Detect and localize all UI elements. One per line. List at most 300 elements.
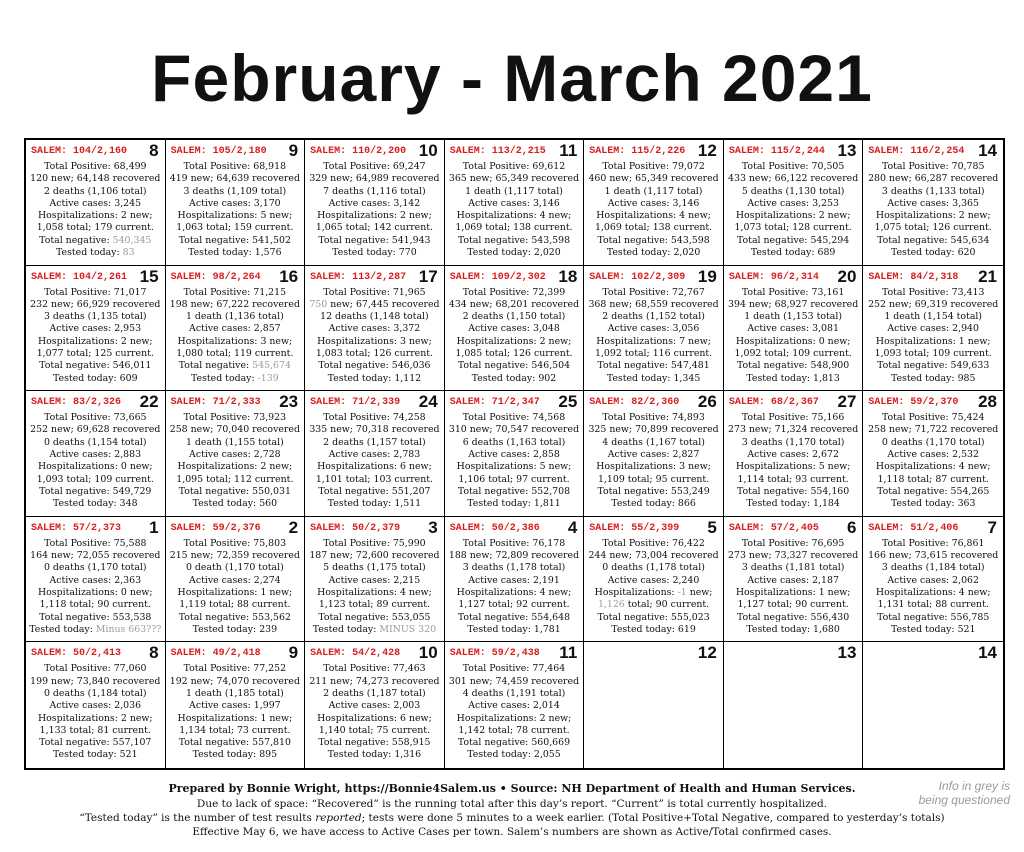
active-cases: Active cases: 3,146 [468,197,560,209]
hospital-current: 1,069 total; 138 current. [455,222,573,234]
total-negative-value: 546,036 [391,360,431,372]
new-recovered-line [445,424,584,436]
new-recovered-line [305,550,444,562]
deaths: 1 death (1,153 total) [744,311,843,323]
tested-today-line [584,373,723,385]
deaths: 1 death (1,117 total) [465,185,563,197]
tested-today-label: Tested today: [890,247,958,259]
new-recovered: 273 new; 73,327 recovered [728,550,859,562]
total-positive: Total Positive: 71,965 [323,286,426,298]
hospital-current: 1,085 total; 126 current. [455,348,573,360]
total-negative-line [305,612,444,624]
new-recovered-line [584,550,723,562]
total-positive: Total Positive: 73,665 [44,412,147,424]
active-cases: Active cases: 2,187 [747,574,839,586]
hospitalizations-line [445,210,584,222]
day-stats [584,287,723,385]
tested-today-label: Tested today: [467,247,534,259]
hospital-current: 1,109 total; 95 current. [597,473,710,485]
salem-cases: SALEM: 50/2,379 [310,522,401,534]
calendar-day-cell [166,391,306,517]
footer-tested-note-a: “Tested today” is the number of test results [79,812,316,824]
new-recovered-line [166,299,305,311]
footer-active-note: Effective May 6, we have access to Active Cases per town. Salem’s numbers are shown as Active/Total confirmed cases. [192,826,832,838]
deaths: 2 deaths (1,187 total) [323,687,426,699]
total-negative-label: Total negative: [318,234,392,246]
tested-today-value: 770 [398,247,417,259]
hospital-current-line [584,599,723,611]
day-number: 10 [418,643,438,663]
deaths: 1 death (1,117 total) [604,185,703,197]
hospitalizations-line [724,461,863,473]
total-negative-line [584,486,723,498]
day-stats [584,412,723,510]
tested-today-line [445,749,584,761]
tested-today-label: Tested today: [29,623,96,635]
day-stats [305,538,444,636]
tested-today-value: 521 [957,623,976,635]
day-number: 21 [978,266,997,286]
salem-cases: SALEM: 105/2,180 [170,146,267,157]
hospitalizations-line [305,210,444,222]
total-negative-label: Total negative: [457,360,532,372]
tested-today-value: 521 [119,749,138,761]
hospitalizations-line [166,461,305,473]
active-cases: Active cases: 2,827 [607,449,700,461]
new-recovered-line [863,550,1003,562]
tested-today-label: Tested today: [606,247,674,259]
new-recovered: 252 new; 69,319 recovered [868,298,999,310]
deaths: 1 death (1,155 total) [185,436,284,448]
active-cases: Active cases: 2,857 [189,323,281,335]
hospital-current-line [26,725,165,737]
total-negative-value: 555,023 [670,611,710,623]
hospitalizations: Hospitalizations: 5 new; [735,461,851,473]
new-recovered-line [584,173,723,185]
total-negative-value: 551,207 [391,485,431,497]
hospital-current: 1,114 total; 93 current. [737,473,849,485]
tested-today-value: 1,811 [533,498,561,510]
tested-today-value: 1,576 [254,247,282,259]
salem-cases: SALEM: 59/2,376 [170,522,261,534]
salem-cases: SALEM: 71/2,347 [449,397,540,409]
deaths: 0 deaths (1,170 total) [881,436,985,448]
active-cases: Active cases: 3,245 [49,197,142,209]
hospital-current: 1,065 total; 142 current. [315,222,434,234]
salem-cases: SALEM: 113/2,215 [449,146,546,157]
day-stats [445,663,584,761]
tested-today-label: Tested today: [53,749,120,761]
hospitalizations: Hospitalizations: 3 new; [317,335,432,347]
total-positive: Total Positive: 77,252 [183,663,287,675]
day-stats [584,161,723,259]
day-stats [166,161,305,259]
new-recovered: 325 new; 70,899 recovered [588,424,719,436]
hospital-current: total; 90 current. [624,599,710,611]
tested-today-value: 620 [957,247,976,259]
total-positive: Total Positive: 72,767 [602,286,705,298]
new-recovered: 365 new; 65,349 recovered [448,173,580,185]
page-title: February - March 2021 [151,41,873,115]
hospital-current: 1,142 total; 78 current. [458,724,570,736]
calendar-day-cell [724,140,864,266]
total-positive: Total Positive: 75,803 [183,537,287,549]
tested-today-label: Tested today: [56,247,123,259]
new-recovered-line [863,173,1003,185]
hospital-current: 1,127 total; 92 current. [458,599,570,611]
tested-today-label: Tested today: [191,372,258,384]
hospitalizations-line [166,713,305,725]
salem-cases: SALEM: 57/2,373 [31,522,122,534]
deaths: 2 deaths (1,150 total) [462,311,566,323]
hospitalizations: Hospitalizations: 1 new; [735,586,851,598]
hospital-current: 1,075 total; 126 current. [874,222,992,234]
tested-today-line [305,247,444,259]
hospitalizations: Hospitalizations: 2 new; [875,210,991,222]
hospitalizations-line [445,713,584,725]
day-number: 2 [288,517,299,537]
tested-today-value: 609 [119,372,138,384]
new-recovered: new; 67,445 recovered [327,298,440,310]
tested-today-line [863,373,1003,385]
hospital-current-line [724,222,863,234]
hospital-current-line [445,222,584,234]
total-positive: Total Positive: 76,695 [741,537,845,549]
hospital-current: 1,140 total; 75 current. [318,724,431,736]
day-number: 23 [279,392,299,412]
new-recovered-line [445,550,584,562]
tested-today-value: 866 [677,498,696,510]
hospitalizations: Hospitalizations: 2 new; [177,461,293,473]
active-cases: Active cases: 2,003 [328,700,421,712]
active-cases: Active cases: 3,253 [747,197,839,209]
day-stats [305,663,444,761]
total-negative-value: 556,785 [950,611,990,623]
tested-today-value: 1,112 [394,372,422,384]
day-stats [166,663,305,761]
hospitalizations-line [166,336,305,348]
tested-today-value: 902 [538,372,557,384]
total-positive: Total Positive: 68,499 [44,161,147,172]
deaths: 4 deaths (1,167 total) [602,436,705,448]
total-positive: Total Positive: 73,413 [881,286,985,298]
tested-today-label: Tested today: [467,498,534,510]
total-negative-label: Total negative: [737,485,811,497]
salem-cases: SALEM: 113/2,287 [310,271,407,283]
hospitalizations: Hospitalizations: 4 new; [596,210,711,222]
total-negative-value: 558,915 [391,737,431,749]
new-recovered-line [26,676,165,688]
salem-cases: SALEM: 82/2,360 [589,397,680,409]
total-positive: Total Positive: 74,258 [323,412,426,424]
deaths: 7 deaths (1,116 total) [323,185,426,197]
day-number: 15 [139,266,159,286]
total-negative-label: Total negative: [39,737,113,749]
calendar-day-cell [724,266,864,392]
deaths: 1 death (1,136 total) [185,311,284,323]
total-negative-value: 549,729 [112,485,152,497]
day-number: 18 [558,266,578,286]
day-number: 24 [418,392,438,412]
new-recovered: 394 new; 68,927 recovered [728,298,859,310]
tested-today-label: Tested today: [53,498,120,510]
active-cases: Active cases: 1,997 [189,700,281,712]
active-cases: Active cases: 2,014 [468,700,560,712]
tested-today-line [584,624,723,636]
total-positive: Total Positive: 74,568 [462,412,566,424]
active-cases: Active cases: 3,365 [887,197,979,209]
calendar-day-cell [863,391,1003,517]
salem-cases: SALEM: 115/2,226 [589,146,686,157]
total-positive: Total Positive: 76,178 [462,537,566,549]
total-negative-line [863,235,1003,247]
tested-today-value: 2,055 [533,749,561,761]
calendar-day-cell [166,266,306,392]
salem-cases: SALEM: 84/2,318 [868,271,959,283]
hospital-current-line [305,474,444,486]
total-positive: Total Positive: 73,923 [183,412,287,424]
hospitalizations-line [305,336,444,348]
footer-credit: Prepared by Bonnie Wright, https://Bonnie4Salem.us • Source: NH Department of Health and Human Services. [168,782,856,795]
tested-today-line [166,624,305,636]
tested-today-label: Tested today: [467,623,534,635]
calendar-day-cell [445,391,585,517]
hospital-current: 1,083 total; 126 current. [315,348,434,360]
salem-cases: SALEM: 104/2,261 [31,271,128,283]
hospital-current-line [724,599,863,611]
deaths: 3 deaths (1,133 total) [881,185,985,197]
hospital-current: 1,058 total; 179 current. [36,222,154,234]
total-negative-value: 543,598 [531,234,571,246]
tested-today-line [166,373,305,385]
tested-today-label: Tested today: [192,623,260,635]
total-negative-value: 553,055 [391,611,431,623]
hospitalizations: Hospitalizations: 6 new; [317,461,432,473]
day-number: 14 [978,141,997,160]
hospitalizations-line [863,336,1003,348]
hospitalizations: Hospitalizations: 0 new; [37,586,153,598]
hospitalizations-label: Hospitalizations: [594,586,678,598]
active-cases: Active cases: 2,036 [49,700,142,712]
hospitalizations-line [445,461,584,473]
hospitalizations-line [724,210,863,222]
active-cases: Active cases: 2,940 [887,323,979,335]
hospital-current: 1,073 total; 128 current. [734,222,852,234]
total-negative-value: 554,160 [810,485,850,497]
hospitalizations-new: -1 [677,586,687,598]
calendar-day-cell [305,391,445,517]
new-recovered-line [724,299,863,311]
new-recovered-line [863,424,1003,436]
total-negative-label: Total negative: [597,485,671,497]
active-cases: Active cases: 3,146 [607,197,700,209]
total-negative-line [166,486,305,498]
active-cases: Active cases: 3,170 [189,197,281,209]
calendar-day-cell [26,391,166,517]
new-recovered: 434 new; 68,201 recovered [448,298,580,310]
hospitalizations-line [166,587,305,599]
total-negative-line [305,486,444,498]
total-negative-line [166,360,305,372]
new-recovered: 192 new; 74,070 recovered [169,675,300,687]
tested-today-label: Tested today: [467,749,534,761]
total-negative-line [724,360,863,372]
tested-today-value: 348 [119,498,138,510]
calendar-day-cell [584,517,724,643]
new-recovered: 252 new; 69,628 recovered [30,424,161,436]
hospitalizations: Hospitalizations: 4 new; [456,210,572,222]
new-recovered: 215 new; 72,359 recovered [169,550,300,562]
deaths: 0 deaths (1,184 total) [43,687,147,699]
hospitalizations-line [584,210,723,222]
tested-today-label: Tested today: [746,623,814,635]
tested-today-label: Tested today: [332,247,399,259]
active-cases: Active cases: 2,883 [49,449,142,461]
tested-today-label: Tested today: [750,247,818,259]
new-recovered-line [584,424,723,436]
calendar-day-cell [26,517,166,643]
total-negative-label: Total negative: [737,234,811,246]
grey-info-note [919,779,1010,807]
tested-today-value: 985 [957,372,976,384]
day-number: 14 [978,643,997,663]
new-recovered-line [26,299,165,311]
day-stats [724,412,863,510]
total-negative-line [584,360,723,372]
day-stats [166,412,305,510]
new-recovered-line [166,676,305,688]
day-number: 4 [567,517,578,537]
salem-cases: SALEM: 59/2,438 [449,648,540,660]
total-negative-line [724,612,863,624]
total-negative-value: 545,294 [810,234,850,246]
hospitalizations: Hospitalizations: 3 new; [596,461,711,473]
total-negative-label: Total negative: [737,611,811,623]
salem-cases: SALEM: 54/2,428 [310,648,401,660]
tested-today-line [26,749,165,761]
total-negative-line [584,235,723,247]
hospital-current-line [26,474,165,486]
day-stats [305,287,444,385]
total-negative-value: 545,674 [252,360,291,372]
calendar-day-cell [584,642,724,768]
hospital-current-line [863,474,1003,486]
tested-today-label: Tested today: [312,623,380,635]
tested-today-value: 2,020 [673,247,701,259]
deaths: 1 death (1,154 total) [884,311,983,323]
salem-cases: SALEM: 50/2,413 [31,648,122,660]
day-stats [724,538,863,636]
tested-today-value: 2,020 [533,247,561,259]
tested-today-line [445,624,584,636]
hospital-current-line [863,599,1003,611]
total-negative-line [26,360,165,372]
hospital-current-line [26,599,165,611]
day-stats [863,538,1003,636]
new-recovered-line [305,424,444,436]
tested-today-line [724,373,863,385]
total-negative-line [445,612,584,624]
day-number: 27 [837,392,857,412]
deaths: 3 deaths (1,170 total) [741,436,845,448]
day-stats [305,161,444,259]
tested-today-value: 1,813 [813,372,840,384]
tested-today-value: 1,781 [533,623,561,635]
tested-today-line [584,247,723,259]
new-recovered-line [445,676,584,688]
calendar-day-cell [445,642,585,768]
hospital-current-line [584,222,723,234]
total-positive: Total Positive: 76,861 [881,537,985,549]
hospitalizations-line [26,210,165,222]
tested-today-line [26,624,165,636]
tested-today-line [863,498,1003,510]
hospitalizations: Hospitalizations: 2 new; [37,210,153,222]
total-negative-line [584,612,723,624]
hospitalizations: Hospitalizations: 2 new; [37,335,153,347]
new-recovered-line [724,173,863,185]
total-negative-value: 552,708 [531,485,571,497]
day-stats [724,287,863,385]
active-cases: Active cases: 2,274 [189,574,281,586]
total-negative-value: 553,562 [252,611,291,623]
hospitalizations: Hospitalizations: 0 new; [735,335,851,347]
total-negative-line [26,612,165,624]
calendar-day-cell [166,517,306,643]
day-number: 28 [978,392,997,412]
calendar-day-cell [166,642,306,768]
total-negative-line [305,360,444,372]
new-recovered: 273 new; 71,324 recovered [728,424,859,436]
hospital-current: 1,133 total; 81 current. [39,724,151,736]
deaths: 3 deaths (1,109 total) [183,185,287,197]
calendar-day-cell [863,517,1003,643]
day-number: 22 [139,392,159,412]
day-stats [445,161,584,259]
tested-today-line [166,749,305,761]
total-negative-line [305,235,444,247]
total-negative-label: Total negative: [737,360,811,372]
hospital-current-line [166,599,305,611]
tested-today-value: -139 [257,372,279,384]
tested-today-line [166,498,305,510]
total-negative-label: Total negative: [39,234,113,246]
total-negative-value: 557,107 [112,737,152,749]
calendar-day-cell [305,517,445,643]
hospital-current-line [445,474,584,486]
hospital-current-line [166,474,305,486]
day-number: 11 [559,141,578,160]
day-stats [166,287,305,385]
hospital-current-line [26,222,165,234]
day-number: 16 [279,266,299,286]
total-negative-label: Total negative: [457,611,532,623]
hospital-current: 1,119 total; 88 current. [179,599,291,611]
total-negative-value: 541,502 [252,234,291,246]
hospitalizations: Hospitalizations: 1 new; [875,335,991,347]
day-stats [166,538,305,636]
tested-today-label: Tested today: [890,498,958,510]
tested-today-label: Tested today: [471,372,539,384]
active-cases: Active cases: 2,672 [747,449,839,461]
tested-today-line [26,247,165,259]
total-negative-label: Total negative: [597,234,671,246]
tested-today-line [305,498,444,510]
hospital-current: 1,118 total; 87 current. [877,473,989,485]
hospitalizations: Hospitalizations: 7 new; [596,335,711,347]
total-negative-value: 557,810 [252,737,291,749]
active-cases: Active cases: 2,953 [49,323,142,335]
